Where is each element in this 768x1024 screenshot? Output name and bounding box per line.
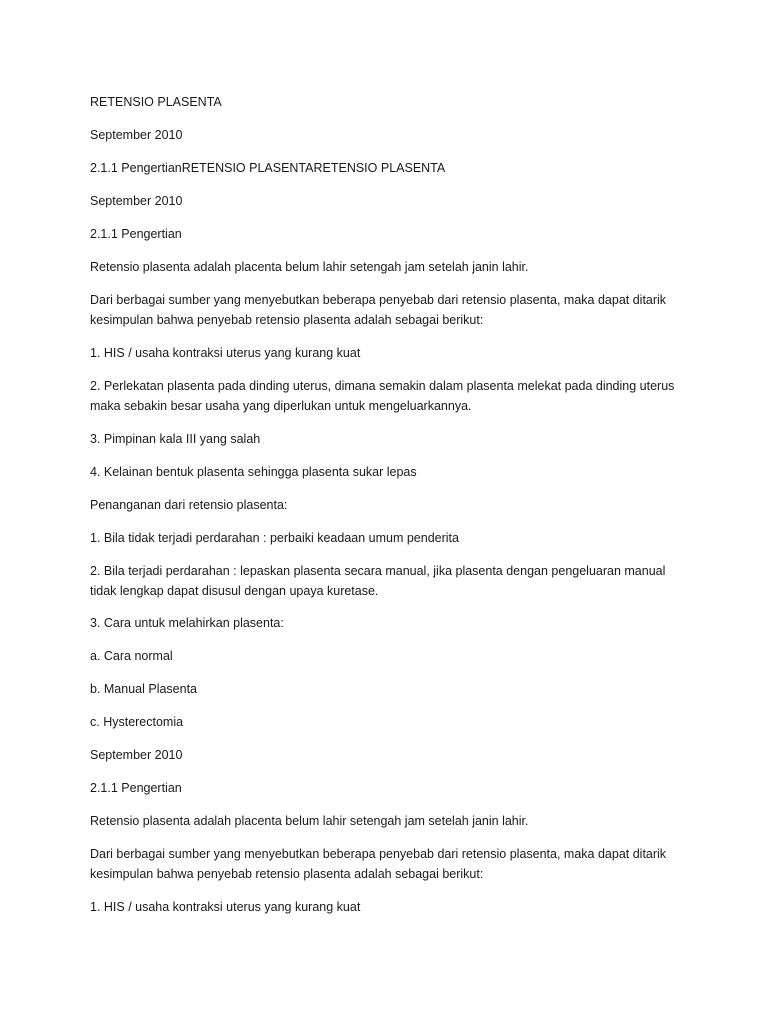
list-item: 3. Cara untuk melahirkan plasenta: xyxy=(90,616,284,630)
list-item: 1. HIS / usaha kontraksi uterus yang kurang kuat xyxy=(90,900,361,914)
list-item: 2. Perlekatan plasenta pada dinding uterus, dimana semakin dalam plasenta melekat pada dinding uterus maka sebakin besar usaha yang diperlukan untuk mengeluarkannya. xyxy=(90,379,675,413)
list-item: 1. Bila tidak terjadi perdarahan : perbaiki keadaan umum penderita xyxy=(90,531,459,545)
list-item: 4. Kelainan bentuk plasenta sehingga plasenta sukar lepas xyxy=(90,465,417,479)
body-paragraph: Dari berbagai sumber yang menyebutkan beberapa penyebab dari retensio plasenta, maka dapat ditarik kesimpulan bahwa penyebab retensio plasenta adalah sebagai berikut: xyxy=(90,293,667,327)
list-item: c. Hysterectomia xyxy=(90,715,184,729)
date-line: September 2010 xyxy=(90,194,183,208)
body-paragraph: Dari berbagai sumber yang menyebutkan beberapa penyebab dari retensio plasenta, maka dapat ditarik kesimpulan bahwa penyebab retensio plasenta adalah sebagai berikut: xyxy=(90,847,667,881)
list-item: 2. Bila terjadi perdarahan : lepaskan plasenta secara manual, jika plasenta dengan pengeluaran manual tidak lengkap dapat disusul dengan upaya kuretase. xyxy=(90,564,666,598)
body-paragraph: Retensio plasenta adalah placenta belum lahir setengah jam setelah janin lahir. xyxy=(90,260,529,274)
section-heading: 2.1.1 PengertianRETENSIO PLASENTARETENSIO PLASENTA xyxy=(90,161,446,175)
list-item: 1. HIS / usaha kontraksi uterus yang kurang kuat xyxy=(90,346,361,360)
date-line: September 2010 xyxy=(90,128,183,142)
date-line: September 2010 xyxy=(90,748,183,762)
body-paragraph: Retensio plasenta adalah placenta belum lahir setengah jam setelah janin lahir. xyxy=(90,814,529,828)
list-item: a. Cara normal xyxy=(90,649,173,663)
list-item: b. Manual Plasenta xyxy=(90,682,198,696)
section-heading: 2.1.1 Pengertian xyxy=(90,227,182,241)
body-paragraph: Penanganan dari retensio plasenta: xyxy=(90,498,288,512)
section-heading: 2.1.1 Pengertian xyxy=(90,781,182,795)
document-title: RETENSIO PLASENTA xyxy=(90,95,222,109)
list-item: 3. Pimpinan kala III yang salah xyxy=(90,432,261,446)
